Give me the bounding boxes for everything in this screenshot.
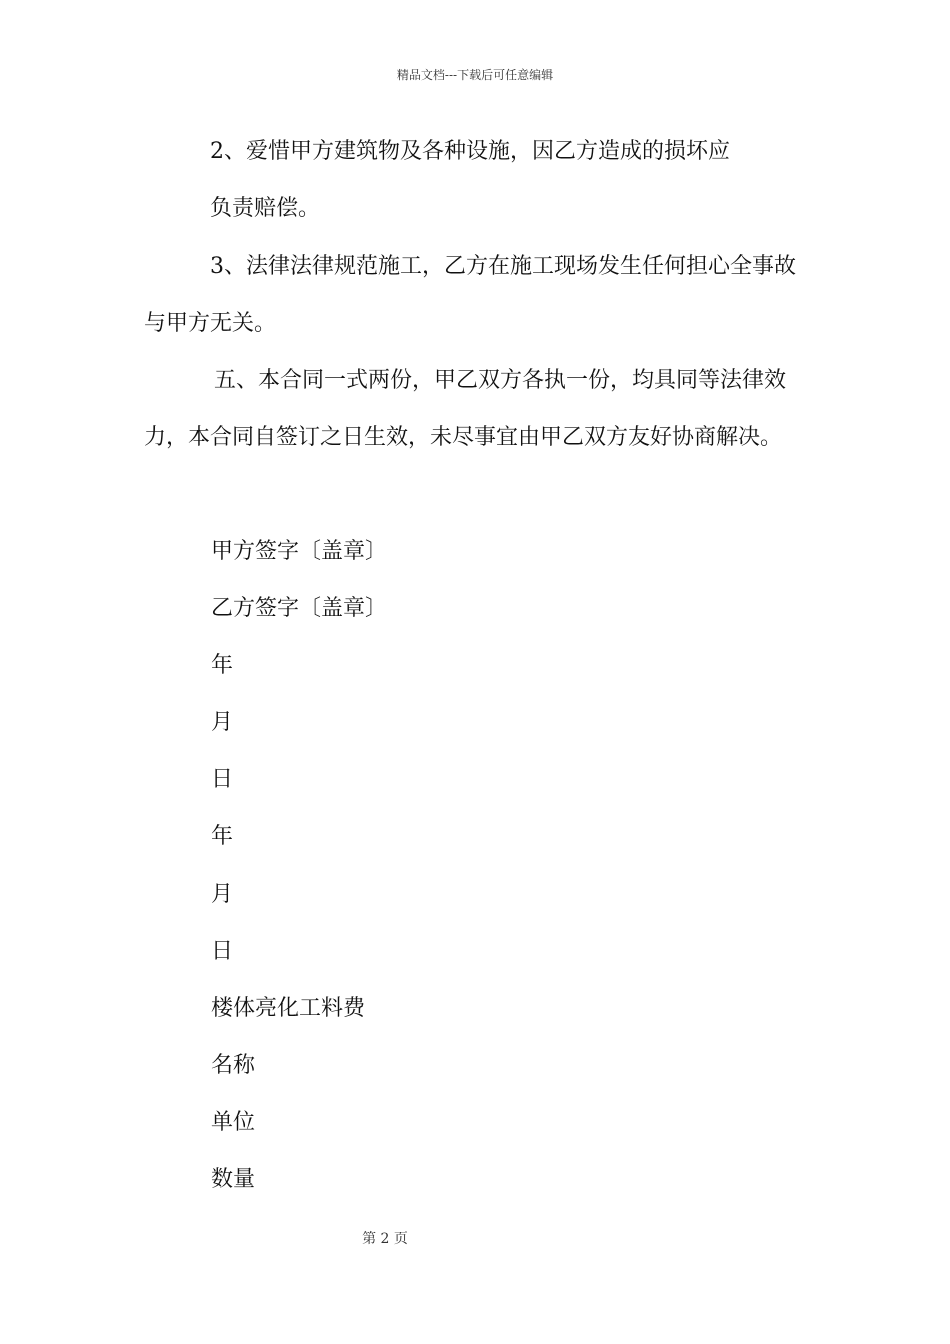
clause-3-line-1: 3、法律法律规范施工，乙方在施工现场发生任何担心全事故 <box>210 254 796 279</box>
date-a-day: 日 <box>211 767 234 792</box>
clause-5-line-1: 五、本合同一式两份，甲乙双方各执一份，均具同等法律效 <box>214 368 787 393</box>
date-b-day: 日 <box>211 939 234 964</box>
clause-3-line-2: 与甲方无关。 <box>144 311 277 336</box>
clause-2-line-2: 负责赔偿。 <box>210 196 321 221</box>
appendix-col-unit: 单位 <box>211 1110 256 1135</box>
clause-2-line-1: 2、爱惜甲方建筑物及各种设施，因乙方造成的损坏应 <box>210 139 730 164</box>
party-a-signature: 甲方签字〔盖章〕 <box>211 539 388 564</box>
date-a-month: 月 <box>211 710 234 735</box>
appendix-col-quantity: 数量 <box>211 1167 256 1192</box>
clause-5-line-2: 力，本合同自签订之日生效，未尽事宜由甲乙双方友好协商解决。 <box>144 425 783 450</box>
document-header: 精品文档---下载后可任意编辑 <box>396 68 554 82</box>
date-b-month: 月 <box>211 882 234 907</box>
date-a-year: 年 <box>211 653 234 678</box>
party-b-signature: 乙方签字〔盖章〕 <box>211 596 388 621</box>
appendix-title: 楼体亮化工料费 <box>211 996 366 1021</box>
appendix-col-name: 名称 <box>211 1053 256 1078</box>
date-b-year: 年 <box>211 824 234 849</box>
page-number: 第 2 页 <box>362 1231 408 1247</box>
